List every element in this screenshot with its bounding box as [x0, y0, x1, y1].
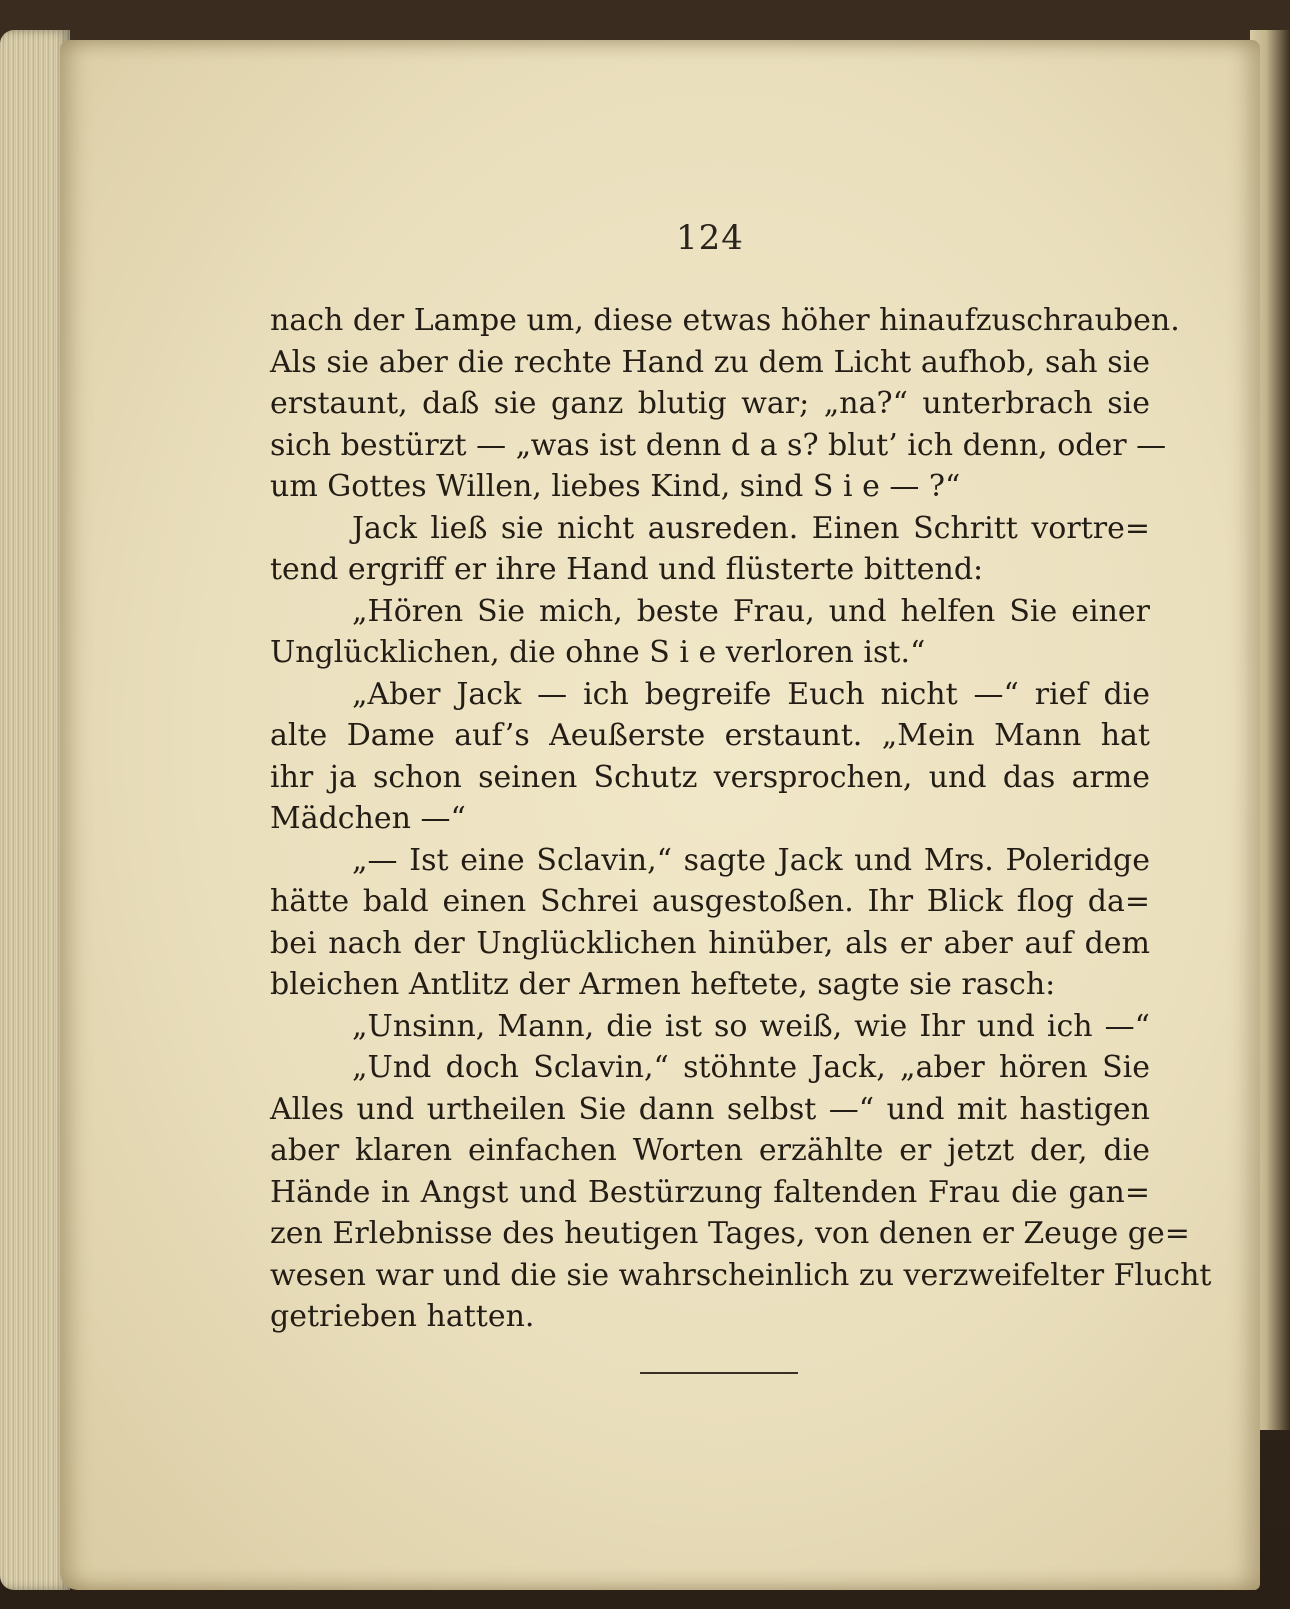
text-line: Unglücklichen, die ohne S i e verloren ist.“ [270, 635, 926, 670]
body-text [270, 300, 1212, 1338]
text-line: bei nach der Unglücklichen hinüber, als er aber auf dem [270, 925, 1150, 961]
text-line: um Gottes Willen, liebes Kind, sind S i e — ?“ [270, 469, 961, 504]
text-line: hätte bald einen Schrei ausgestoßen. Ihr Blick flog da= [270, 884, 1150, 919]
end-rule [640, 1372, 798, 1374]
text-line: Mädchen —“ [270, 801, 466, 836]
text-line: Als sie aber die rechte Hand zu dem Licht aufhob, sah sie [270, 344, 1150, 380]
text-line: getrieben hatten. [270, 1299, 535, 1334]
text-line: sich bestürzt — „was ist denn d a s? blut’ ich denn, oder — [270, 427, 1167, 463]
text-line: Alles und urtheilen Sie dann selbst —“ und mit hastigen [270, 1091, 1150, 1127]
text-line: tend ergriff er ihre Hand und flüsterte bittend: [270, 552, 984, 587]
text-line: „— Ist eine Sclavin,“ sagte Jack und Mrs. Poleridge [352, 842, 1150, 878]
text-line: nach der Lampe um, diese etwas höher hinaufzuschrauben. [270, 303, 1180, 338]
text-line: zen Erlebnisse des heutigen Tages, von denen er Zeuge ge= [270, 1216, 1190, 1251]
text-line: aber klaren einfachen Worten erzählte er jetzt der, die [270, 1133, 1150, 1168]
text-line: Jack ließ sie nicht ausreden. Einen Schritt vortre= [352, 510, 1150, 546]
text-line: „Unsinn, Mann, die ist so weiß, wie Ihr und ich —“ [352, 1008, 1150, 1044]
text-line: bleichen Antlitz der Armen heftete, sagte sie rasch: [270, 967, 1056, 1002]
text-line: „Hören Sie mich, beste Frau, und helfen Sie einer [352, 593, 1150, 629]
text-line: „Und doch Sclavin,“ stöhnte Jack, „aber hören Sie [352, 1050, 1150, 1085]
text-line: erstaunt, daß sie ganz blutig war; „na?“ unterbrach sie [270, 386, 1150, 421]
text-line: wesen war und die sie wahrscheinlich zu verzweifelter Flucht [270, 1257, 1212, 1293]
page-number: 124 [676, 218, 744, 258]
text-line: „Aber Jack — ich begreife Euch nicht —“ rief die [352, 676, 1150, 712]
text-line: ihr ja schon seinen Schutz versprochen, und das arme [270, 759, 1150, 795]
text-line: Hände in Angst und Bestürzung faltenden Frau die gan= [270, 1174, 1150, 1210]
text-line: alte Dame auf’s Aeußerste erstaunt. „Mein Mann hat [270, 718, 1150, 753]
